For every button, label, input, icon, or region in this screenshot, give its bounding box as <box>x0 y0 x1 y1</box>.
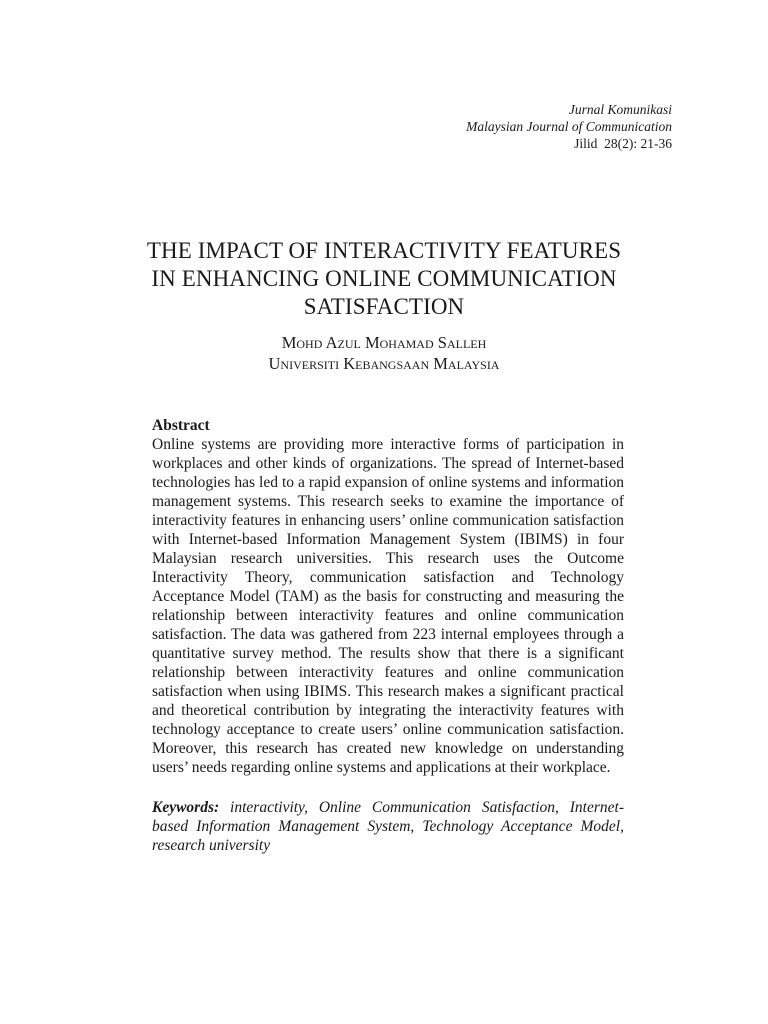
author-name: Mohd Azul Mohamad Salleh <box>281 333 487 352</box>
paper-title-line-2: IN ENHANCING ONLINE COMMUNICATION <box>151 266 617 291</box>
journal-citation: Jilid 28(2): 21-36 <box>574 136 672 151</box>
author-affiliation: Universiti Kebangsaan Malaysia <box>268 354 500 373</box>
paper-title-line-1: THE IMPACT OF INTERACTIVITY FEATURES <box>146 238 622 263</box>
keywords-paragraph <box>152 798 624 855</box>
keywords-text: interactivity, Online Communication Satisfaction, Internet-based Information Management System, Technology Acceptance Model, research university <box>152 799 624 854</box>
paper-title-line-3: SATISFACTION <box>303 294 465 319</box>
keywords-label: Keywords: <box>152 799 220 816</box>
journal-header <box>466 101 672 152</box>
abstract-heading: Abstract <box>152 417 210 434</box>
paper-title <box>0 237 768 321</box>
journal-subtitle: Malaysian Journal of Communication <box>466 119 672 134</box>
journal-name: Jurnal Komunikasi <box>568 102 672 117</box>
author-block <box>0 332 768 374</box>
abstract-section <box>152 416 624 855</box>
abstract-body: Online systems are providing more interactive forms of participation in workplaces and other kinds of organizations. The spread of Internet-based technologies has led to a rapid expansion of online systems and information management systems. This research seeks to examine the importance of interactivity features in enhancing users’ online communication satisfaction with Internet-based Information Management System (IBIMS) in four Malaysian research universities. This research uses the Outcome Interactivity Theory, communication satisfaction and Technology Acceptance Model (TAM) as the basis for constructing and measuring the relationship between interactivity features and online communication satisfaction. The data was gathered from 223 internal employees through a quantitative survey method. The results show that there is a significant relationship between interactivity features and online communication satisfaction when using IBIMS. This research makes a significant practical and theoretical contribution by integrating the interactivity features with technology acceptance to create users’ online communication satisfaction. Moreover, this research has created new knowledge on understanding users’ needs regarding online systems and applications at their workplace. <box>152 436 624 776</box>
